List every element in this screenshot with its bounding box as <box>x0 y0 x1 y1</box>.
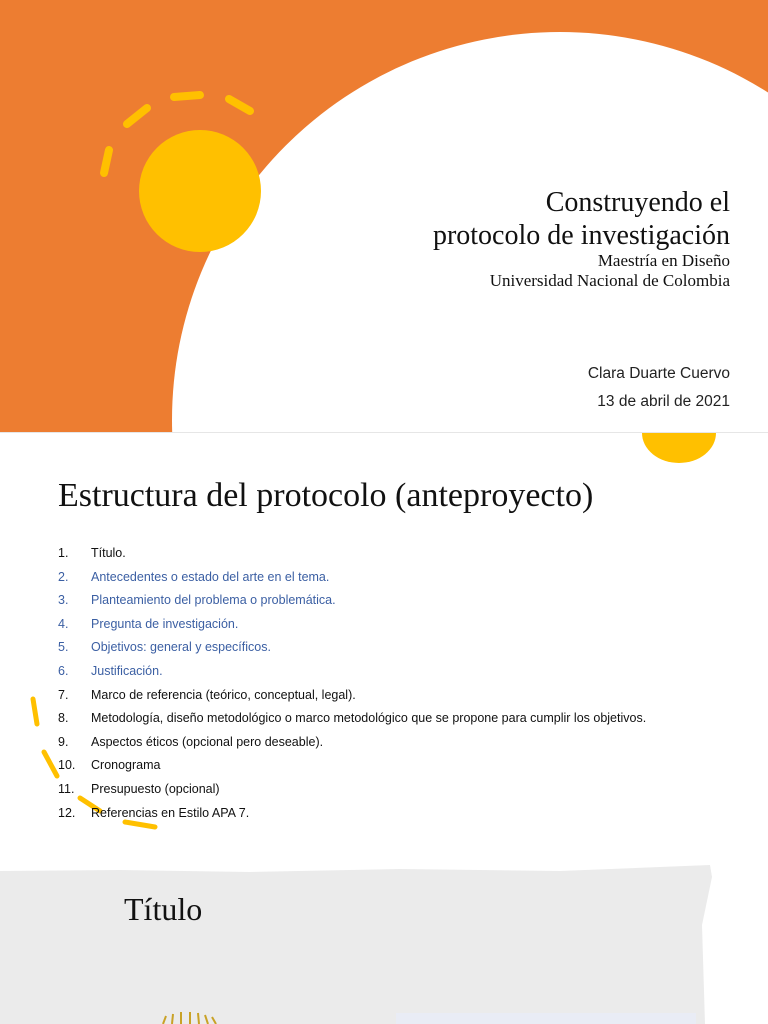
list-item-number: 10. <box>58 758 76 773</box>
list-item-text: Antecedentes o estado del arte en el tema. <box>91 569 330 584</box>
list-item-text: Marco de referencia (teórico, conceptual, legal). <box>91 687 356 702</box>
list-item-text: Cronograma <box>91 758 161 773</box>
list-item-number: 11. <box>58 781 75 796</box>
presentation-date: 13 de abril de 2021 <box>597 393 730 410</box>
list-item <box>58 664 646 688</box>
list-item-text: Justificación. <box>91 663 163 678</box>
list-item <box>58 806 646 830</box>
list-item-number: 5. <box>58 640 69 655</box>
titulo-slide-background <box>0 865 768 1024</box>
slide-title: Título <box>124 891 203 927</box>
list-item <box>58 593 646 617</box>
title-slide <box>0 0 768 432</box>
list-item-number: 4. <box>58 616 69 631</box>
list-item <box>58 735 646 759</box>
list-item <box>58 546 646 570</box>
yellow-sun-circle <box>139 130 261 252</box>
list-item <box>58 640 646 664</box>
yellow-half-circle-top <box>642 433 716 463</box>
protocol-structure-list <box>58 546 646 829</box>
list-item <box>58 688 646 712</box>
title-line-1: Construyendo el <box>545 187 730 218</box>
list-item-number: 6. <box>58 663 69 678</box>
author-name: Clara Duarte Cuervo <box>587 365 730 382</box>
titulo-slide <box>0 865 768 1024</box>
presentation-title <box>310 186 730 252</box>
list-item-text: Objetivos: general y específicos. <box>91 640 271 655</box>
list-item-number: 3. <box>58 593 69 608</box>
list-item-text: Referencias en Estilo APA 7. <box>91 805 250 820</box>
list-item <box>58 782 646 806</box>
list-item-text: Metodología, diseño metodológico o marco metodológico que se propone para cumplir los objetivos. <box>91 711 647 726</box>
list-item-text: Aspectos éticos (opcional pero deseable). <box>91 734 324 749</box>
list-item-number: 9. <box>58 734 69 749</box>
list-item-text: Pregunta de investigación. <box>91 616 239 631</box>
subtitle-program: Maestría en Diseño <box>597 251 730 270</box>
slide-title: Estructura del protocolo (anteproyecto) <box>58 477 594 514</box>
list-item-number: 7. <box>58 687 69 702</box>
list-item-text: Presupuesto (opcional) <box>91 781 220 796</box>
list-item-number: 1. <box>58 546 69 560</box>
list-item <box>58 758 646 782</box>
presentation-subtitle <box>310 251 730 291</box>
structure-slide <box>0 433 768 865</box>
preview-panel <box>396 1013 696 1024</box>
list-item-number: 12. <box>58 805 76 820</box>
list-item <box>58 570 646 594</box>
list-item-number: 2. <box>58 569 69 584</box>
list-item-text: Título. <box>91 546 126 560</box>
title-line-2: protocolo de investigación <box>432 220 730 251</box>
list-item <box>58 617 646 641</box>
list-item-number: 8. <box>58 711 69 726</box>
subtitle-university: Universidad Nacional de Colombia <box>489 271 730 290</box>
list-item-text: Planteamiento del problema o problemática. <box>91 593 336 608</box>
list-item <box>58 711 646 735</box>
